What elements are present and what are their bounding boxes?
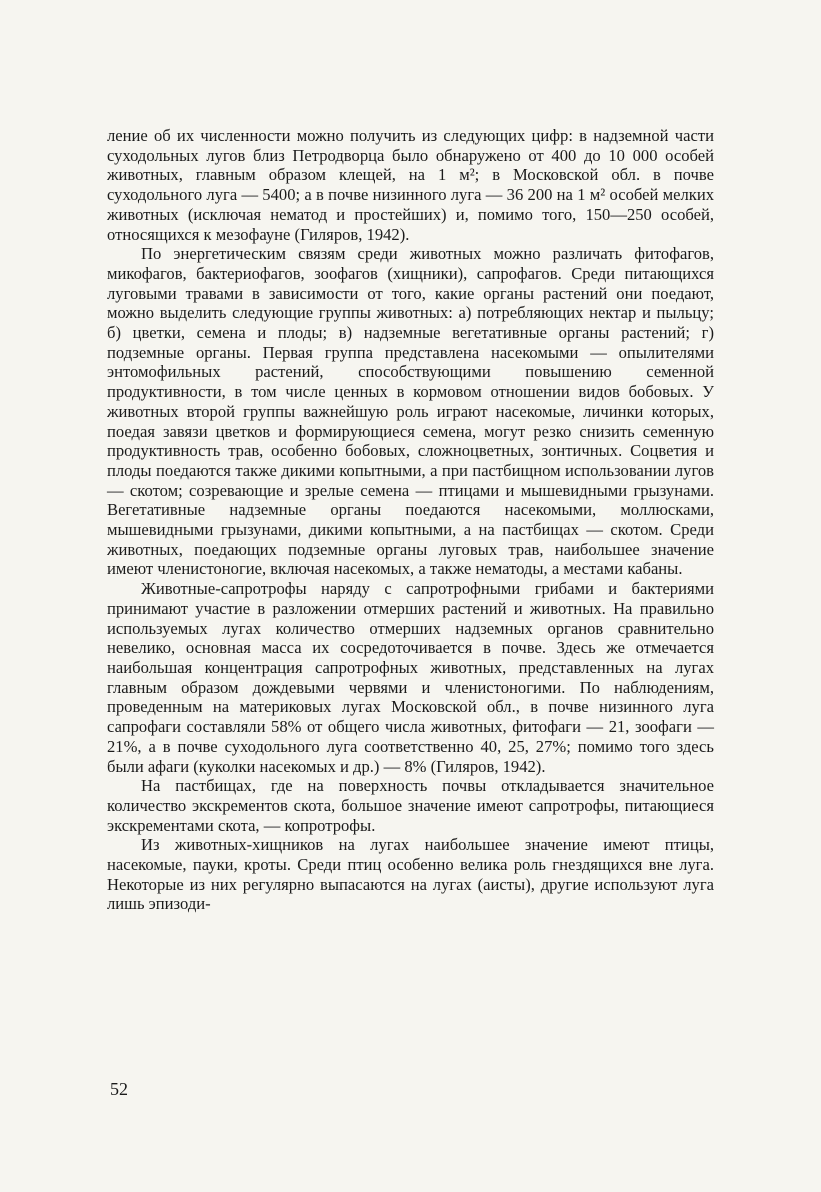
paragraph-numbers: ление об их численности можно получить из следующих цифр: в надземной части суходольных лугов близ Петродворца было обнаружено от 400 до 10 000 особей животных, главным образом клещей, на 1 м²; в Московской обл. в почве суходольного луга — 5400; а в почве низинного луга — 36 200 на 1 м² особей мелких животных (исключая нематод и простейших) и, помимо того, 150—250 особей, относящихся к мезофауне (Гиляров, 1942). (107, 126, 714, 244)
paragraph-predators: Из животных-хищников на лугах наибольшее значение имеют птицы, насекомые, пауки, кроты. Среди птиц особенно велика роль гнездящихся вне луга. Некоторые из них регулярно выпасаются на лугах (аисты), другие используют луга лишь эпизоди- (107, 835, 714, 914)
paragraph-saprotrophs: Животные-сапротрофы наряду с сапротрофными грибами и бактериями принимают участие в разложении отмерших растений и животных. На правильно используемых лугах количество отмерших надземных органов сравнительно невелико, основная масса их сосредоточивается в почве. Здесь же отмечается наибольшая концентрация сапротрофных животных, представленных на лугах главным образом дождевыми червями и членистоногими. По наблюдениям, проведенным на материковых лугах Московской обл., в почве низинного луга сапрофаги составляли 58% от общего числа животных, фитофаги — 21, зоофаги — 21%, а в почве суходольного луга соответственно 40, 25, 27%; помимо того здесь были афаги (куколки насекомых и др.) — 8% (Гиляров, 1942). (107, 579, 714, 776)
paragraph-energy-links: По энергетическим связям среди животных можно различать фитофагов, микофагов, бактериофагов, зоофагов (хищники), сапрофагов. Среди питающихся луговыми травами в зависимости от того, какие органы растений они поедают, можно выделить следующие группы животных: а) потребляющих нектар и пыльцу; б) цветки, семена и плоды; в) надземные вегетативные органы растений; г) подземные органы. Первая группа представлена насекомыми — опылителями энтомофильных растений, способствующими повышению семенной продуктивности, в том числе ценных в кормовом отношении видов бобовых. У животных второй группы важнейшую роль играют насекомые, личинки которых, поедая завязи цветков и формирующиеся семена, могут резко снизить семенную продуктивность трав, особенно бобовых, сложноцветных, зонтичных. Соцветия и плоды поедаются также дикими копытными, а при пастбищном использовании лугов — скотом; созревающие и зрелые семена — птицами и мышевидными грызунами. Вегетативные надземные органы поедаются насекомыми, моллюсками, мышевидными грызунами, дикими копытными, а на пастбищах — скотом. Среди животных, поедающих подземные органы луговых трав, наибольшее значение имеют членистоногие, включая насекомых, а также нематоды, а местами кабаны. (107, 244, 714, 579)
paragraph-pastures: На пастбищах, где на поверхность почвы откладывается значительное количество экскрементов скота, большое значение имеют сапротрофы, питающиеся экскрементами скота, — копротрофы. (107, 776, 714, 835)
page-body (107, 126, 714, 914)
page-number: 52 (110, 1079, 128, 1099)
